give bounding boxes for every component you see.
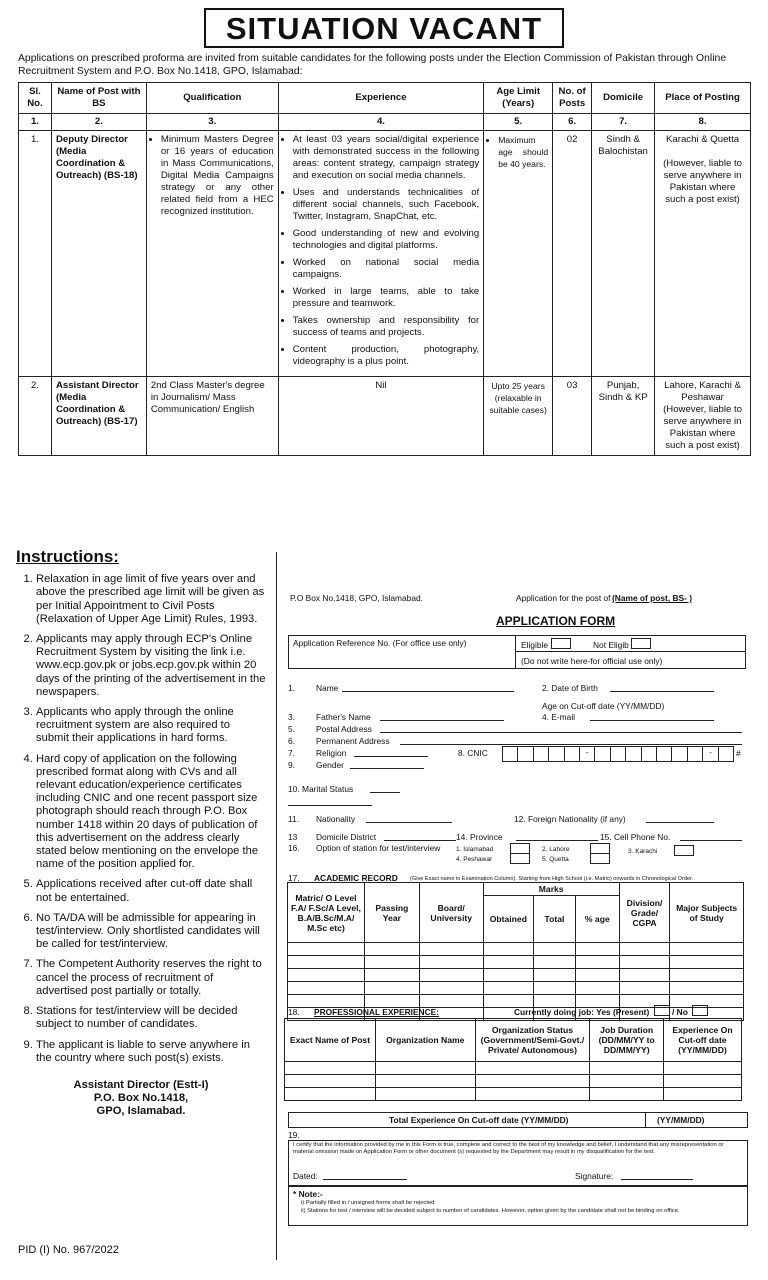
- domicile: Punjab, Sindh & KP: [592, 377, 655, 456]
- academic-record-table: [287, 882, 744, 1021]
- domicile-field[interactable]: [384, 832, 456, 841]
- table-cell[interactable]: [590, 1088, 664, 1101]
- cnic-digit-box[interactable]: [657, 747, 672, 761]
- post-name: Assistant Director (Media Coordination & Outreach) (BS-17): [51, 377, 146, 456]
- table-cell[interactable]: [288, 943, 365, 956]
- pid-number: PID (I) No. 967/2022: [18, 1244, 119, 1256]
- note-item: i) Partially filled in / unsigned forms shall be rejected: [301, 1200, 435, 1206]
- field-number: 16.: [288, 843, 300, 853]
- professional-experience-title: PROFESSIONAL EXPERIENCE:: [314, 1007, 440, 1017]
- field-number: 6.: [288, 736, 295, 746]
- currently-doing-job-label: Currently doing job: Yes (Present): [514, 1007, 650, 1017]
- cnic-digit-box[interactable]: [549, 747, 564, 761]
- experience-item: • Good understanding of new and evolving technologies and digital platforms.: [293, 228, 480, 252]
- column-number: 2.: [51, 114, 146, 131]
- no-label: / No: [672, 1007, 688, 1017]
- station-label: Option of station for test/interview: [316, 843, 441, 853]
- exam-header: Matric/ O Level F.A/ F.Sc/A Level, B.A/B.Sc/M.A/ M.Sc etc): [288, 883, 365, 943]
- table-cell[interactable]: [534, 956, 576, 969]
- cnic-digit-box[interactable]: [611, 747, 626, 761]
- foreign-nationality-field[interactable]: [646, 814, 714, 823]
- cnic-digit-box[interactable]: [626, 747, 641, 761]
- table-cell[interactable]: [575, 982, 619, 995]
- table-cell[interactable]: [285, 1088, 376, 1101]
- table-cell[interactable]: [419, 995, 483, 1008]
- academic-record-note: (Give Exact name in Examination Column). Starting from High School (i.e. Matric) onwards in Chronological Order.: [410, 876, 694, 882]
- currently-no-checkbox[interactable]: [692, 1005, 708, 1016]
- table-row: [288, 995, 744, 1008]
- religion-label: Religion: [316, 748, 347, 758]
- note-box: [288, 1186, 748, 1226]
- experience-item: • Content production, photography, videography is a plus point.: [293, 344, 480, 368]
- marital-status-line[interactable]: [288, 797, 372, 806]
- header-cell: Domicile: [592, 83, 655, 114]
- table-cell[interactable]: [534, 943, 576, 956]
- header-cell: Experience: [278, 83, 484, 114]
- station-option: 4. Peshawar: [456, 856, 493, 863]
- experience: [278, 131, 484, 377]
- gender-field[interactable]: [350, 760, 424, 769]
- total-experience-box: [288, 1112, 748, 1128]
- page-title: SITUATION VACANT: [204, 8, 564, 48]
- religion-field[interactable]: [354, 748, 428, 757]
- table-row: [285, 1062, 742, 1075]
- dated-label: Dated:: [293, 1171, 318, 1181]
- cell-phone-label: 15. Cell Phone No.: [600, 832, 671, 842]
- status-header: Organization Status (Government/Semi-Govt./ Private/ Autonomous): [475, 1019, 590, 1062]
- field-number: 11.: [288, 814, 300, 824]
- declaration-box: [288, 1140, 748, 1186]
- foreign-nationality-label: 12. Foreign Nationality (if any): [514, 814, 626, 824]
- declaration-text: I certify that the information provided by me in this Form is true, complete and correct to the best of my knowledge and belief, I understand that any misrepresentation or material omission made on Application Form or other document (s) requested by the Department may result in my disqualification for the test.: [293, 1142, 724, 1155]
- table-row: [19, 131, 751, 377]
- table-cell[interactable]: [475, 1075, 590, 1088]
- column-number: 7.: [592, 114, 655, 131]
- table-cell[interactable]: [619, 969, 670, 982]
- signatory-line: GPO, Islamabad.: [96, 1104, 186, 1117]
- instruction-item: 5. Applications received after cut-off date shall not be entertained.: [36, 878, 266, 904]
- marks-header: Marks: [483, 883, 619, 896]
- nationality-field[interactable]: [366, 814, 452, 823]
- posts-table: [18, 82, 751, 456]
- cnic-label: 8. CNIC: [458, 748, 488, 758]
- note-item: ii) Stations for test / interview will be decided subject to number of candidates. However, option given by the candidate shall not be binding on office.: [301, 1208, 680, 1214]
- table-row: [288, 956, 744, 969]
- field-number: 13: [288, 832, 298, 842]
- header-cell: No. of Posts: [553, 83, 592, 114]
- table-row: [288, 982, 744, 995]
- applied-for-label: Application for the post of: [516, 593, 611, 603]
- table-cell[interactable]: [375, 1062, 475, 1075]
- post-name: Deputy Director (Media Coordination & Outreach) (BS-18): [51, 131, 146, 377]
- po-box-address: P.O Box No.1418, GPO, Islamabad.: [290, 593, 423, 603]
- division-header: Division/ Grade/ CGPA: [619, 883, 670, 943]
- eligible-checkbox[interactable]: [551, 638, 571, 649]
- obtained-header: Obtained: [483, 896, 534, 943]
- peshawar-checkbox[interactable]: [510, 853, 530, 864]
- cnic-digit-box[interactable]: [565, 747, 580, 761]
- table-cell[interactable]: [419, 982, 483, 995]
- header-cell: Place of Posting: [655, 83, 751, 114]
- table-cell[interactable]: [619, 943, 670, 956]
- table-header-row: [19, 83, 751, 114]
- divider: [276, 552, 277, 1260]
- divider: [515, 636, 516, 668]
- table-cell[interactable]: [419, 943, 483, 956]
- field-number: 7.: [288, 748, 295, 758]
- total-experience-value: (YY/MM/DD): [657, 1115, 705, 1125]
- signature-label: Signature:: [575, 1171, 614, 1181]
- field-number: 9.: [288, 760, 295, 770]
- age-limit: [484, 131, 553, 377]
- currently-yes-checkbox[interactable]: [654, 1005, 670, 1016]
- field-number: 18.: [288, 1007, 300, 1017]
- form-title: APPLICATION FORM: [496, 614, 616, 628]
- cnic-dash: -: [580, 747, 595, 761]
- table-row: [288, 969, 744, 982]
- table-cell[interactable]: [670, 943, 744, 956]
- table-cell[interactable]: [419, 956, 483, 969]
- experience-item: • Uses and understands technicalities of different social channels, such Facebook, Twitter, Instagram, SnapChat, etc.: [293, 187, 480, 223]
- age-cutoff-label: Age on Cut-off date (YY/MM/DD): [542, 701, 665, 711]
- table-cell[interactable]: [575, 956, 619, 969]
- table-cell[interactable]: [590, 1075, 664, 1088]
- karachi-checkbox[interactable]: [674, 845, 694, 856]
- hash-mark: #: [736, 748, 741, 758]
- station-option: 2. Lahore: [542, 846, 570, 853]
- no-of-posts: 02: [553, 131, 592, 377]
- table-cell[interactable]: [575, 969, 619, 982]
- posting-note: (However, liable to serve anywhere in Pakistan where such a post exist): [663, 158, 742, 205]
- table-cell[interactable]: [663, 1062, 741, 1075]
- instruction-item: 8. Stations for test/interview will be decided subject to number of candidates.: [36, 1005, 266, 1031]
- table-cell[interactable]: [670, 969, 744, 982]
- province-label: 14. Province: [456, 832, 503, 842]
- cnic-digit-box[interactable]: [503, 747, 518, 761]
- intro-text: Applications on prescribed proforma are invited from suitable candidates for the following posts under the Election Commission of Pakistan through Online Recruitment System and P.O. Box No.1418, GPO, Islamabad:: [18, 53, 727, 77]
- table-cell[interactable]: [619, 956, 670, 969]
- permanent-address-field[interactable]: [400, 736, 742, 745]
- cnic-digit-box[interactable]: [595, 747, 610, 761]
- table-cell[interactable]: [375, 1088, 475, 1101]
- field-number: 3.: [288, 712, 295, 722]
- father-label: Father's Name: [316, 712, 371, 722]
- station-option: 1. Islamabad: [456, 846, 494, 853]
- name-label: Name: [316, 683, 339, 693]
- permanent-label: Permanent Address: [316, 736, 390, 746]
- field-number: 19.: [288, 1130, 300, 1140]
- table-cell[interactable]: [670, 982, 744, 995]
- table-cell[interactable]: [364, 969, 419, 982]
- total-experience-label: Total Experience On Cut-off date (YY/MM/DD): [389, 1115, 569, 1125]
- domicile: Sindh & Balochistan: [592, 131, 655, 377]
- header-cell: Sl. No.: [19, 83, 52, 114]
- header-cell: Qualification: [146, 83, 278, 114]
- table-cell[interactable]: [483, 943, 534, 956]
- table-cell[interactable]: [285, 1062, 376, 1075]
- instruction-item: 1. Relaxation in age limit of five years over and above the prescribed age limit will be given as per Initial Appointment to Civil Posts (Relaxation of Upper Age Limit) Rules, 1993.: [36, 573, 266, 626]
- table-cell[interactable]: [575, 943, 619, 956]
- table-cell[interactable]: [575, 995, 619, 1008]
- table-cell[interactable]: [483, 982, 534, 995]
- column-number: 6.: [553, 114, 592, 131]
- posting-cities: Lahore, Karachi & Peshawar: [664, 380, 741, 403]
- table-cell[interactable]: [475, 1088, 590, 1101]
- cnic-digit-box[interactable]: [534, 747, 549, 761]
- year-header: Passing Year: [364, 883, 419, 943]
- table-cell[interactable]: [534, 969, 576, 982]
- posting-note: (However, liable to serve anywhere in Pakistan where such a post exist): [663, 404, 742, 451]
- table-cell[interactable]: [364, 956, 419, 969]
- signatory-line: P.O. Box No.1418,: [93, 1091, 189, 1104]
- experience-header: Experience On Cut-off date (YY/MM/DD): [663, 1019, 741, 1062]
- field-number: 1.: [288, 683, 295, 693]
- signature-field[interactable]: [621, 1171, 693, 1180]
- table-cell[interactable]: [288, 995, 365, 1008]
- table-cell[interactable]: [475, 1062, 590, 1075]
- quetta-checkbox[interactable]: [590, 853, 610, 864]
- column-number-row: [19, 114, 751, 131]
- signatory-line: Assistant Director (Estt-I): [73, 1078, 209, 1091]
- field-number: 17.: [288, 873, 300, 883]
- table-row: [288, 943, 744, 956]
- note-title: * Note:-: [293, 1189, 323, 1199]
- dob-field[interactable]: [610, 683, 714, 692]
- academic-record-title: ACADEMIC RECORD: [314, 873, 398, 883]
- board-header: Board/ University: [419, 883, 483, 943]
- instruction-item: 7. The Competent Authority reserves the right to cancel the process of recruitment of advertised post partially or totally.: [36, 958, 266, 998]
- table-cell[interactable]: [364, 982, 419, 995]
- serial-number: 2.: [19, 377, 52, 456]
- age-limit: Upto 25 years (relaxable in suitable cases): [484, 377, 553, 456]
- table-cell[interactable]: [288, 982, 365, 995]
- cnic-dash: -: [703, 747, 718, 761]
- dated-field[interactable]: [323, 1171, 407, 1180]
- table-cell[interactable]: [483, 995, 534, 1008]
- not-eligible-checkbox[interactable]: [631, 638, 651, 649]
- experience-item: • Takes ownership and responsibility for success of teams and projects.: [293, 315, 480, 339]
- header-cell: Name of Post with BS: [51, 83, 146, 114]
- experience: Nil: [278, 377, 484, 456]
- postal-label: Postal Address: [316, 724, 372, 734]
- experience-item: • Worked in large teams, able to take pressure and teamwork.: [293, 286, 480, 310]
- instruction-item: 9. The applicant is liable to serve anywhere in the country where such post(s) exists.: [36, 1039, 266, 1065]
- table-cell[interactable]: [534, 995, 576, 1008]
- instruction-item: 3. Applicants who apply through the online recruitment system are also required to submit their applications in hard forms.: [36, 706, 266, 746]
- postal-address-field[interactable]: [380, 724, 742, 733]
- column-number: 8.: [655, 114, 751, 131]
- org-header: Organization Name: [375, 1019, 475, 1062]
- table-cell[interactable]: [483, 956, 534, 969]
- instruction-item: 2. Applicants may apply through ECP's Online Recruitment System by visiting the link i.e. www.ecp.gov.pk or jobs.ecp.gov.pk within 20 days of the printing of the advertisement in the newspapers.: [36, 633, 266, 699]
- cnic-digit-box[interactable]: [518, 747, 533, 761]
- divider: [645, 1113, 646, 1127]
- table-cell[interactable]: [364, 995, 419, 1008]
- table-cell[interactable]: [590, 1062, 664, 1075]
- table-cell[interactable]: [670, 956, 744, 969]
- marital-label: 10. Marital Status: [288, 784, 354, 794]
- province-field[interactable]: [516, 832, 598, 841]
- instructions-heading: Instructions:: [16, 547, 119, 566]
- cnic-digit-box[interactable]: [719, 747, 733, 761]
- office-use-box: [288, 635, 746, 669]
- name-field[interactable]: [342, 683, 514, 692]
- not-eligible-label: Not Eligib: [593, 640, 629, 650]
- table-row: [19, 377, 751, 456]
- table-cell[interactable]: [619, 982, 670, 995]
- serial-number: 1.: [19, 131, 52, 377]
- cnic-digit-box[interactable]: [672, 747, 687, 761]
- posting-cities: Karachi & Quetta: [666, 134, 740, 145]
- domicile-label: Domicile District: [316, 832, 377, 842]
- header-cell: Age Limit (Years): [484, 83, 553, 114]
- table-cell[interactable]: [375, 1075, 475, 1088]
- table-cell[interactable]: [364, 943, 419, 956]
- column-number: 4.: [278, 114, 484, 131]
- dob-label: 2. Date of Birth: [542, 683, 598, 693]
- email-label: 4. E-mail: [542, 712, 576, 722]
- experience-item: • Worked on national social media campaigns.: [293, 257, 480, 281]
- cell-phone-field[interactable]: [680, 832, 742, 841]
- subjects-header: Major Subjects of Study: [670, 883, 744, 943]
- qualification-item: • Minimum Masters Degree or 16 years of education in Mass Communications, Digital Media Campaigns strategy or any other related field from a HEC recognized institution.: [161, 134, 274, 218]
- column-number: 3.: [146, 114, 278, 131]
- marital-status-field[interactable]: [370, 784, 400, 793]
- table-cell[interactable]: [534, 982, 576, 995]
- table-cell[interactable]: [483, 969, 534, 982]
- office-note: (Do not write here-for official use only): [521, 656, 663, 666]
- table-cell[interactable]: [663, 1088, 741, 1101]
- table-cell[interactable]: [288, 969, 365, 982]
- table-row: [285, 1075, 742, 1088]
- place-of-posting: [655, 131, 751, 377]
- column-number: 1.: [19, 114, 52, 131]
- place-of-posting: [655, 377, 751, 456]
- age-limit-text: • Maximum age should be 40 years.: [498, 134, 548, 170]
- total-header: Total: [534, 896, 576, 943]
- gender-label: Gender: [316, 760, 344, 770]
- table-row: [285, 1088, 742, 1101]
- experience-item: • At least 03 years social/digital experience with demonstrated success in the following areas: content strategy, campaign strategy and execution on social media channels.: [293, 134, 480, 182]
- qualification: [146, 131, 278, 377]
- percentage-header: % age: [575, 896, 619, 943]
- office-ref-label: Application Reference No. (For office use only): [293, 638, 467, 648]
- father-name-field[interactable]: [380, 712, 504, 721]
- station-option: 3. Karachi: [628, 848, 658, 855]
- cnic-field[interactable]: [502, 746, 734, 762]
- table-cell[interactable]: [285, 1075, 376, 1088]
- divider: [515, 651, 745, 652]
- duration-header: Job Duration (DD/MM/YY to DD/MM/YY): [590, 1019, 664, 1062]
- instruction-item: 4. Hard copy of application on the following prescribed format along with CVs and all relevant education/experience certificates including CNIC and one recent passport size photograph should reach through P.O. Box number 1418 within 20 days of publication of this advertisement on the address clearly stated below mentioning on the envelope the name of the position applied for.: [36, 753, 266, 872]
- email-field[interactable]: [590, 712, 714, 721]
- cnic-digit-box[interactable]: [642, 747, 657, 761]
- cnic-digit-box[interactable]: [688, 747, 703, 761]
- eligible-label: Eligible: [521, 640, 549, 650]
- post-name-hint: (Name of post, BS- ): [612, 593, 693, 603]
- instruction-item: 6. No TA/DA will be admissible for appearing in test/interview. Only shortlisted candidates will be called for test/interview.: [36, 912, 266, 952]
- table-cell[interactable]: [663, 1075, 741, 1088]
- post-header: Exact Name of Post: [285, 1019, 376, 1062]
- field-number: 5.: [288, 724, 295, 734]
- column-number: 5.: [484, 114, 553, 131]
- professional-experience-table: [284, 1018, 742, 1101]
- no-of-posts: 03: [553, 377, 592, 456]
- station-option: 5. Quetta: [542, 856, 569, 863]
- signatory-block: [16, 1079, 266, 1118]
- qualification: 2nd Class Master's degree in Journalism/ Mass Communication/ English: [146, 377, 278, 456]
- nationality-label: Nationality: [316, 814, 356, 824]
- table-cell[interactable]: [288, 956, 365, 969]
- table-cell[interactable]: [419, 969, 483, 982]
- instructions-section: [16, 547, 266, 1118]
